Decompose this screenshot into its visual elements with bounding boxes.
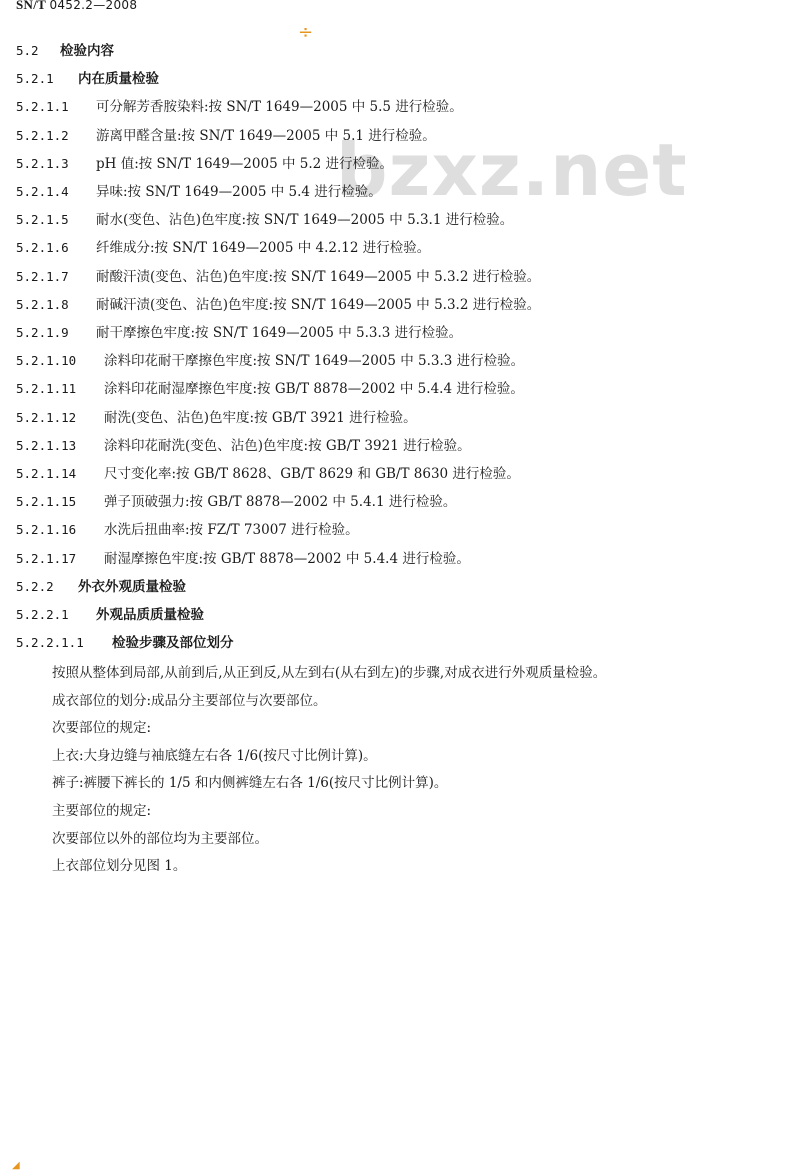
section-text: 耐干摩擦色牢度:按 SN/T 1649—2005 中 5.3.3 进行检验。 [96, 325, 463, 341]
section-text: 弹子顶破强力:按 GB/T 8878—2002 中 5.4.1 进行检验。 [104, 494, 457, 511]
section-text: 纤维成分:按 SN/T 1649—2005 中 4.2.12 进行检验。 [96, 240, 431, 257]
section-number: 5.2 [16, 43, 39, 58]
section-text: 耐酸汗渍(变色、沾色)色牢度:按 SN/T 1649—2005 中 5.3.2 进行检验。 [96, 268, 541, 285]
section-line [16, 323, 462, 343]
body-paragraph: 按照从整体到局部,从前到后,从正到反,从左到右(从右到左)的步骤,对成衣进行外观质量检验。 [52, 665, 607, 681]
section-number: 5.2.1.16 [16, 522, 77, 538]
section-line [16, 210, 513, 230]
section-line [16, 69, 159, 89]
section-line [16, 379, 524, 399]
section-number: 5.2.2.1.1 [16, 635, 84, 651]
section-text: 尺寸变化率:按 GB/T 8628、GB/T 8629 和 GB/T 8630 进行检验。 [104, 466, 520, 482]
section-line [16, 351, 524, 371]
section-text: pH 值:按 SN/T 1649—2005 中 5.2 进行检验。 [96, 155, 394, 172]
section-number: 5.2.2.1 [16, 607, 69, 622]
section-text: 检验内容 [60, 43, 114, 59]
watermark: bzxz.net [336, 128, 688, 212]
section-text: 耐湿摩擦色牢度:按 GB/T 8878—2002 中 5.4.4 进行检验。 [104, 550, 470, 567]
section-number: 5.2.2 [16, 578, 54, 594]
section-number: 5.2.1.12 [16, 409, 77, 425]
section-number: 5.2.1.5 [16, 212, 69, 228]
section-text: 水洗后扭曲率:按 FZ/T 73007 进行检验。 [104, 522, 359, 539]
section-text: 可分解芳香胺染料:按 SN/T 1649—2005 中 5.5 进行检验。 [96, 99, 463, 116]
section-line [16, 520, 359, 540]
section-number: 5.2.1.14 [16, 466, 77, 481]
section-number: 5.2.1 [16, 71, 54, 87]
section-line [16, 549, 470, 569]
body-paragraph: 成衣部位的划分:成品分主要部位与次要部位。 [52, 692, 327, 709]
section-line [16, 267, 540, 287]
body-paragraph: 上衣:大身边缝与袖底缝左右各 1/6(按尺寸比例计算)。 [52, 747, 377, 764]
section-text: 涂料印花耐湿摩擦色牢度:按 GB/T 8878—2002 中 5.4.4 进行检验。 [104, 381, 524, 398]
section-text: 外观品质质量检验 [96, 607, 204, 623]
standard-code: SN/T [16, 0, 46, 12]
section-number: 5.2.1.13 [16, 437, 77, 453]
section-number: 5.2.1.2 [16, 127, 69, 143]
section-text: 涂料印花耐干摩擦色牢度:按 SN/T 1649—2005 中 5.3.3 进行检验。 [104, 353, 525, 370]
section-line [16, 492, 456, 512]
section-number: 5.2.1.3 [16, 155, 69, 171]
body-paragraph: 次要部位以外的部位均为主要部位。 [52, 830, 268, 847]
section-number: 5.2.1.6 [16, 240, 69, 256]
section-number: 5.2.1.17 [16, 550, 77, 566]
body-paragraph: 裤子:裤腰下裤长的 1/5 和内侧裤缝左右各 1/6(按尺寸比例计算)。 [52, 775, 448, 792]
section-text: 检验步骤及部位划分 [112, 635, 234, 652]
section-text: 耐碱汗渍(变色、沾色)色牢度:按 SN/T 1649—2005 中 5.3.2 进行检验。 [96, 296, 541, 313]
section-number: 5.2.1.7 [16, 268, 69, 284]
section-number: 5.2.1.9 [16, 325, 69, 340]
body-paragraph: 主要部位的规定: [52, 803, 152, 819]
body-paragraph: 上衣部位划分见图 1。 [52, 858, 187, 875]
section-number: 5.2.1.1 [16, 99, 69, 115]
section-line [16, 408, 417, 428]
section-text: 耐水(变色、沾色)色牢度:按 SN/T 1649—2005 中 5.3.1 进行检验。 [96, 212, 514, 229]
section-line [16, 605, 204, 625]
section-number: 5.2.1.8 [16, 296, 69, 312]
section-text: 耐洗(变色、沾色)色牢度:按 GB/T 3921 进行检验。 [104, 409, 417, 426]
section-text: 外衣外观质量检验 [78, 578, 186, 595]
section-text: 游离甲醛含量:按 SN/T 1649—2005 中 5.1 进行检验。 [96, 127, 436, 144]
divide-mark-icon: ÷ [298, 22, 314, 43]
section-line [16, 41, 114, 61]
section-line [16, 182, 382, 202]
section-text: 内在质量检验 [78, 71, 159, 88]
standard-number: 0452.2—2008 [49, 0, 138, 12]
section-line [16, 633, 234, 653]
body-paragraph: 次要部位的规定: [52, 720, 152, 737]
standard-code-header [16, 0, 137, 13]
section-line [16, 577, 186, 597]
section-line [16, 126, 436, 146]
section-number: 5.2.1.4 [16, 184, 69, 199]
corner-mark-icon: ◢ [12, 1160, 20, 1171]
section-line [16, 436, 471, 456]
section-text: 涂料印花耐洗(变色、沾色)色牢度:按 GB/T 3921 进行检验。 [104, 437, 471, 454]
section-number: 5.2.1.11 [16, 381, 77, 397]
section-line [16, 464, 520, 484]
section-line [16, 97, 463, 117]
section-line [16, 295, 540, 315]
section-number: 5.2.1.10 [16, 353, 77, 369]
section-line [16, 154, 393, 174]
section-number: 5.2.1.15 [16, 494, 77, 510]
section-text: 异味:按 SN/T 1649—2005 中 5.4 进行检验。 [96, 184, 382, 200]
section-line [16, 238, 430, 258]
